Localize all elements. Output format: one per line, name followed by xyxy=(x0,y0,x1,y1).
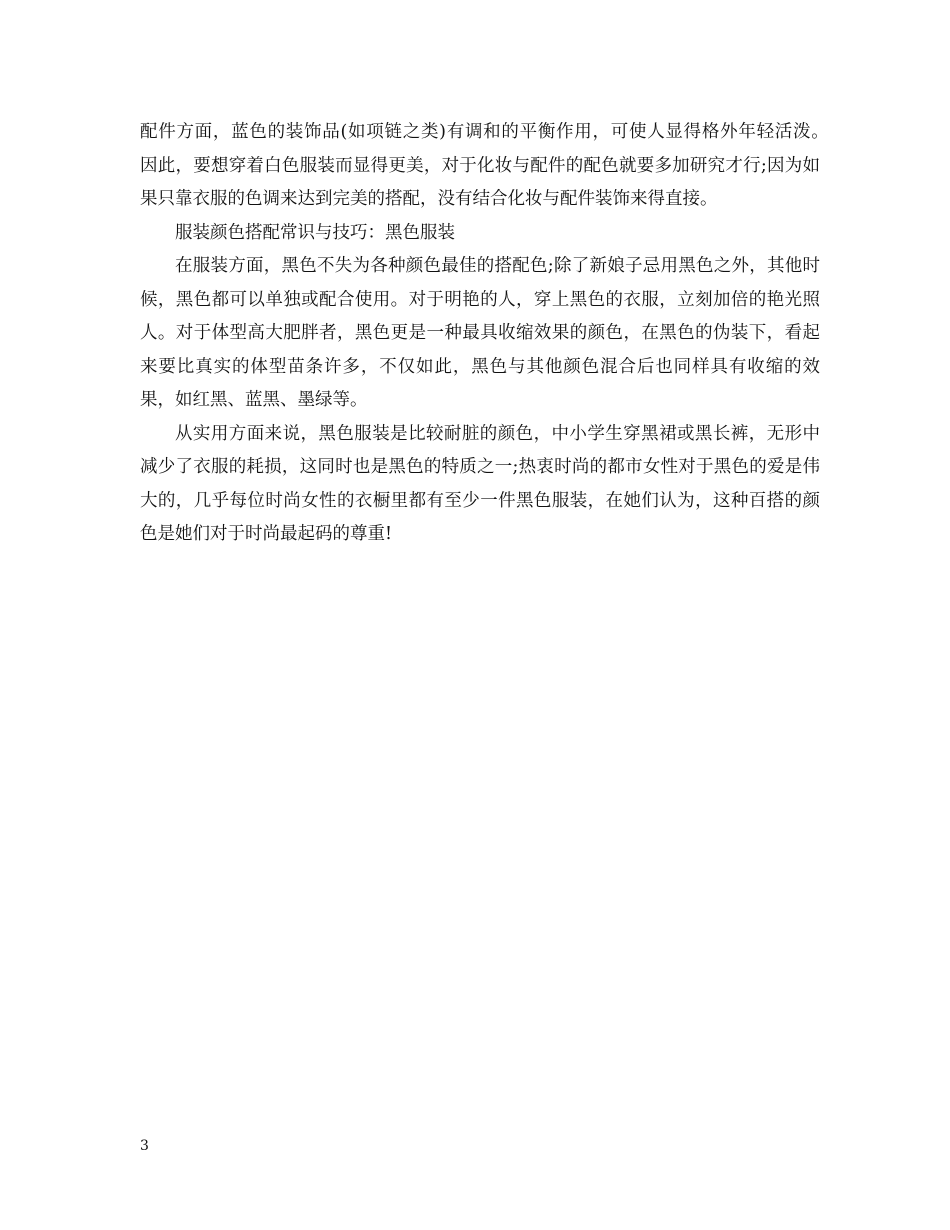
paragraph-black-clothing-practical: 从实用方面来说，黑色服装是比较耐脏的颜色，中小学生穿黑裙或黑长裤，无形中减少了衣服的耗损，这同时也是黑色的特质之一;热衷时尚的都市女性对于黑色的爱是伟大的，几乎每位时尚女性的衣橱里都有至少一件黑色服装，在她们认为，这种百搭的颜色是她们对于时尚最起码的尊重! xyxy=(140,423,820,544)
document-body xyxy=(140,116,855,552)
paragraph-black-clothing-matching: 在服装方面，黑色不失为各种颜色最佳的搭配色;除了新娘子忌用黑色之外，其他时候，黑色都可以单独或配合使用。对于明艳的人，穿上黑色的衣服，立刻加倍的艳光照人。对于体型高大肥胖者，黑色更是一种最具收缩效果的颜色，在黑色的伪装下，看起来要比真实的体型苗条许多，不仅如此，黑色与其他颜色混合后也同样具有收缩的效果，如红黑、蓝黑、墨绿等。 xyxy=(140,256,820,410)
page-number: 3 xyxy=(140,1138,149,1154)
paragraph-continuation: 配件方面，蓝色的装饰品(如项链之类)有调和的平衡作用，可使人显得格外年轻活泼。 因此，要想穿着白色服装而显得更美，对于化妆与配件的配色就要多加研究才行;因为如果只靠衣服的色调来达到完美的搭配，没有结合化妆与配件装饰来得直接。 xyxy=(140,122,855,209)
section-heading-black-clothing: 服装颜色搭配常识与技巧：黑色服装 xyxy=(175,222,455,243)
